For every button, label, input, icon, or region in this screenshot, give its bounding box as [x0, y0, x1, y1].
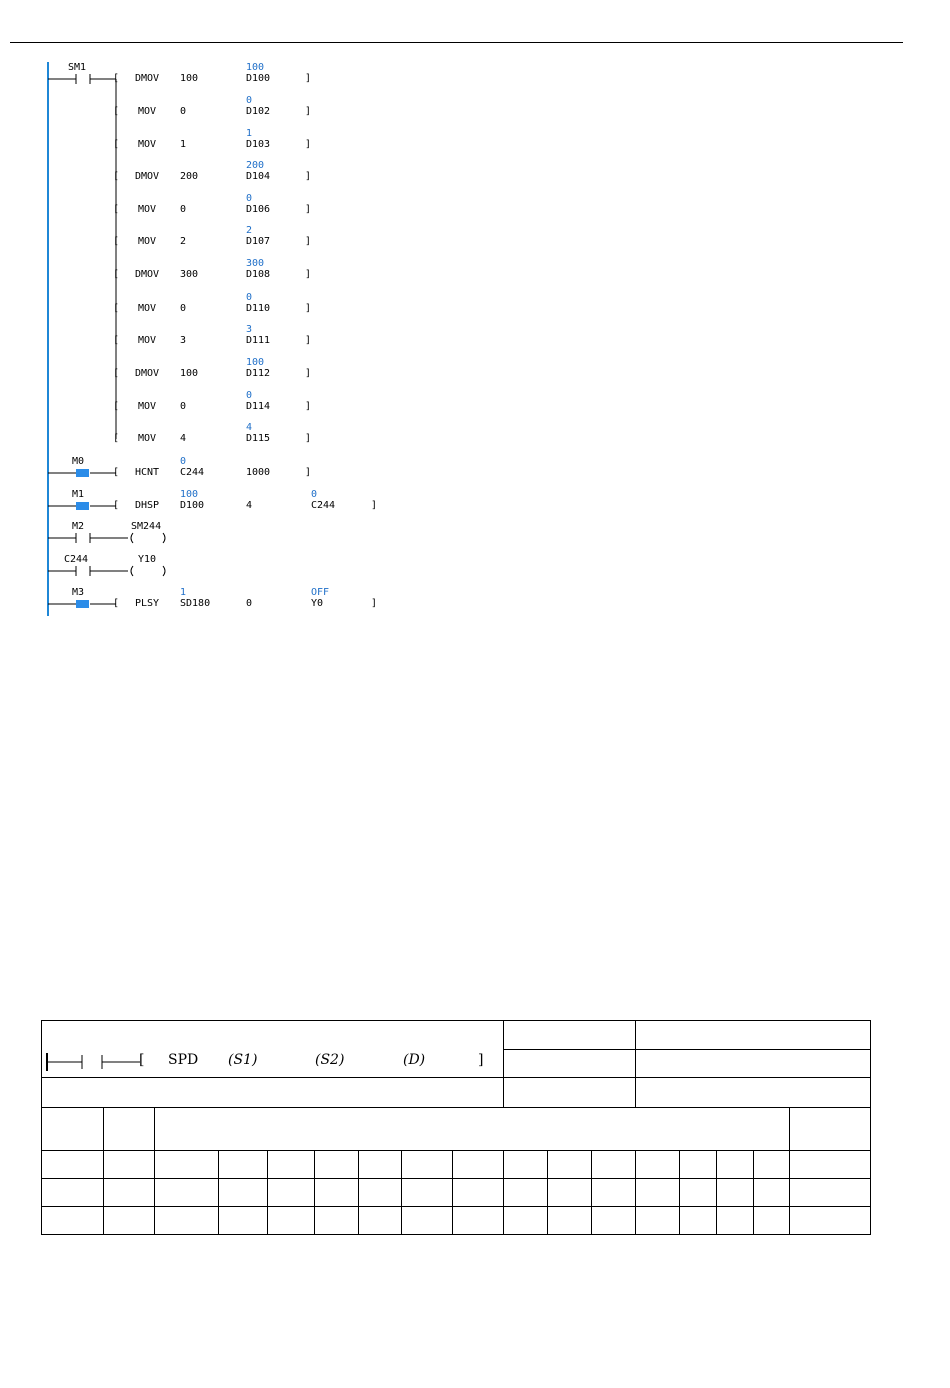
instruction-operand: Y0 [311, 598, 324, 609]
instruction-opcode: MOV [138, 236, 157, 247]
spd-ladder-symbol-cell [42, 1021, 504, 1078]
instruction-operand: D107 [246, 236, 271, 247]
monitor-value: 300 [246, 258, 265, 269]
instruction-opcode: MOV [138, 401, 157, 412]
contact-label: M2 [72, 521, 85, 532]
monitor-value: 200 [246, 160, 265, 171]
spd-operand-s1: (S1) [228, 1052, 258, 1068]
instruction-open-bracket: [ [113, 106, 120, 117]
monitor-value: 0 [246, 390, 253, 401]
instruction-close-bracket: ] [305, 335, 312, 346]
table-row [42, 1179, 871, 1207]
instruction-opcode: MOV [138, 106, 157, 117]
instruction-opcode: PLSY [135, 598, 160, 609]
coil-right-arc [163, 533, 165, 543]
instruction-open-bracket: [ [113, 139, 120, 150]
spd-operand-d: (D) [403, 1052, 426, 1068]
energized-contact-icon [76, 502, 89, 510]
spd-close-bracket: ] [478, 1052, 484, 1068]
monitor-value: 0 [246, 95, 253, 106]
instruction-operand: D100 [246, 73, 271, 84]
monitor-value: 2 [246, 225, 253, 236]
spd-operand-s2: (S2) [315, 1052, 345, 1068]
instruction-opcode: MOV [138, 335, 157, 346]
coil-left-arc [131, 566, 133, 576]
spec-cell [636, 1078, 871, 1108]
spec-cell [155, 1108, 790, 1151]
monitor-value: 0 [246, 193, 253, 204]
instruction-close-bracket: ] [371, 598, 378, 609]
instruction-operand: D115 [246, 433, 271, 444]
instruction-operand: 0 [180, 204, 187, 215]
instruction-opcode: MOV [138, 139, 157, 150]
instruction-operand: 100 [180, 73, 199, 84]
instruction-open-bracket: [ [113, 73, 120, 84]
instruction-operand: 0 [246, 598, 253, 609]
instruction-opcode: MOV [138, 433, 157, 444]
instruction-close-bracket: ] [305, 106, 312, 117]
instruction-opcode: HCNT [135, 467, 160, 478]
energized-contact-icon [76, 469, 89, 477]
energized-contact-icon [76, 600, 89, 608]
instruction-close-bracket: ] [305, 171, 312, 182]
instruction-open-bracket: [ [113, 500, 120, 511]
instruction-open-bracket: [ [113, 335, 120, 346]
instruction-opcode: DHSP [135, 500, 160, 511]
instruction-operand: D102 [246, 106, 271, 117]
instruction-operand: D111 [246, 335, 271, 346]
instruction-open-bracket: [ [113, 368, 120, 379]
monitor-value: 0 [180, 456, 187, 467]
instruction-open-bracket: [ [113, 171, 120, 182]
monitor-value: 3 [246, 324, 253, 335]
spec-cell [42, 1108, 104, 1151]
coil-left-arc [131, 533, 133, 543]
monitor-value: 1 [246, 128, 253, 139]
instruction-operand: 0 [180, 303, 187, 314]
monitor-value: 0 [311, 489, 318, 500]
instruction-operand: 300 [180, 269, 199, 280]
instruction-operand: D103 [246, 139, 271, 150]
contact-label: M3 [72, 587, 85, 598]
instruction-operand: D104 [246, 171, 271, 182]
instruction-close-bracket: ] [305, 236, 312, 247]
instruction-opcode: MOV [138, 204, 157, 215]
instruction-close-bracket: ] [305, 433, 312, 444]
ladder-diagram [0, 0, 950, 640]
instruction-operand: 0 [180, 106, 187, 117]
instruction-opcode: DMOV [135, 368, 160, 379]
instruction-open-bracket: [ [113, 236, 120, 247]
instruction-operand: D114 [246, 401, 271, 412]
instruction-close-bracket: ] [305, 303, 312, 314]
instruction-operand: D106 [246, 204, 271, 215]
monitor-value: 100 [246, 62, 265, 73]
spec-cell [504, 1078, 636, 1108]
spec-cell [504, 1021, 636, 1050]
coil-right-arc [163, 566, 165, 576]
spd-open-bracket: [ [139, 1052, 145, 1068]
contact-label: C244 [64, 554, 89, 565]
instruction-operand: 1 [180, 139, 187, 150]
instruction-open-bracket: [ [113, 204, 120, 215]
instruction-open-bracket: [ [113, 467, 120, 478]
instruction-operand: 2 [180, 236, 187, 247]
spec-table [41, 1020, 871, 1235]
instruction-operand: D100 [180, 500, 205, 511]
instruction-close-bracket: ] [305, 401, 312, 412]
instruction-opcode: DMOV [135, 171, 160, 182]
instruction-operand: D108 [246, 269, 271, 280]
spd-symbol [42, 1021, 488, 1078]
instruction-open-bracket: [ [113, 401, 120, 412]
instruction-operand: 4 [246, 500, 253, 511]
contact-label: SM1 [68, 62, 87, 73]
table-row [42, 1207, 871, 1235]
instruction-operand: D110 [246, 303, 271, 314]
spec-cell [636, 1050, 871, 1078]
monitor-value: OFF [311, 587, 330, 598]
instruction-close-bracket: ] [305, 139, 312, 150]
spd-spec-table [41, 1020, 871, 1235]
monitor-value: 4 [246, 422, 253, 433]
instruction-opcode: DMOV [135, 73, 160, 84]
monitor-value: 0 [246, 292, 253, 303]
monitor-value: 100 [180, 489, 199, 500]
instruction-close-bracket: ] [305, 368, 312, 379]
instruction-open-bracket: [ [113, 269, 120, 280]
instruction-open-bracket: [ [113, 598, 120, 609]
instruction-close-bracket: ] [305, 269, 312, 280]
instruction-operand: 4 [180, 433, 187, 444]
instruction-opcode: DMOV [135, 269, 160, 280]
contact-label: M1 [72, 489, 85, 500]
spec-cell [42, 1078, 504, 1108]
spd-instruction-name: SPD [168, 1052, 199, 1068]
coil-label: SM244 [131, 521, 162, 532]
instruction-operand: 100 [180, 368, 199, 379]
instruction-close-bracket: ] [371, 500, 378, 511]
spec-cell [790, 1108, 871, 1151]
instruction-close-bracket: ] [305, 467, 312, 478]
instruction-operand: 0 [180, 401, 187, 412]
instruction-operand: 1000 [246, 467, 271, 478]
instruction-open-bracket: [ [113, 303, 120, 314]
spec-cell [636, 1021, 871, 1050]
spec-cell [504, 1050, 636, 1078]
instruction-open-bracket: [ [113, 433, 120, 444]
instruction-operand: C244 [180, 467, 205, 478]
table-row [42, 1151, 871, 1179]
coil-label: Y10 [138, 554, 157, 565]
instruction-operand: 3 [180, 335, 187, 346]
instruction-operand: SD180 [180, 598, 211, 609]
instruction-operand: D112 [246, 368, 271, 379]
instruction-close-bracket: ] [305, 204, 312, 215]
spec-cell [104, 1108, 155, 1151]
instruction-close-bracket: ] [305, 73, 312, 84]
monitor-value: 1 [180, 587, 187, 598]
instruction-operand: 200 [180, 171, 199, 182]
contact-label: M0 [72, 456, 85, 467]
instruction-operand: C244 [311, 500, 336, 511]
instruction-opcode: MOV [138, 303, 157, 314]
monitor-value: 100 [246, 357, 265, 368]
